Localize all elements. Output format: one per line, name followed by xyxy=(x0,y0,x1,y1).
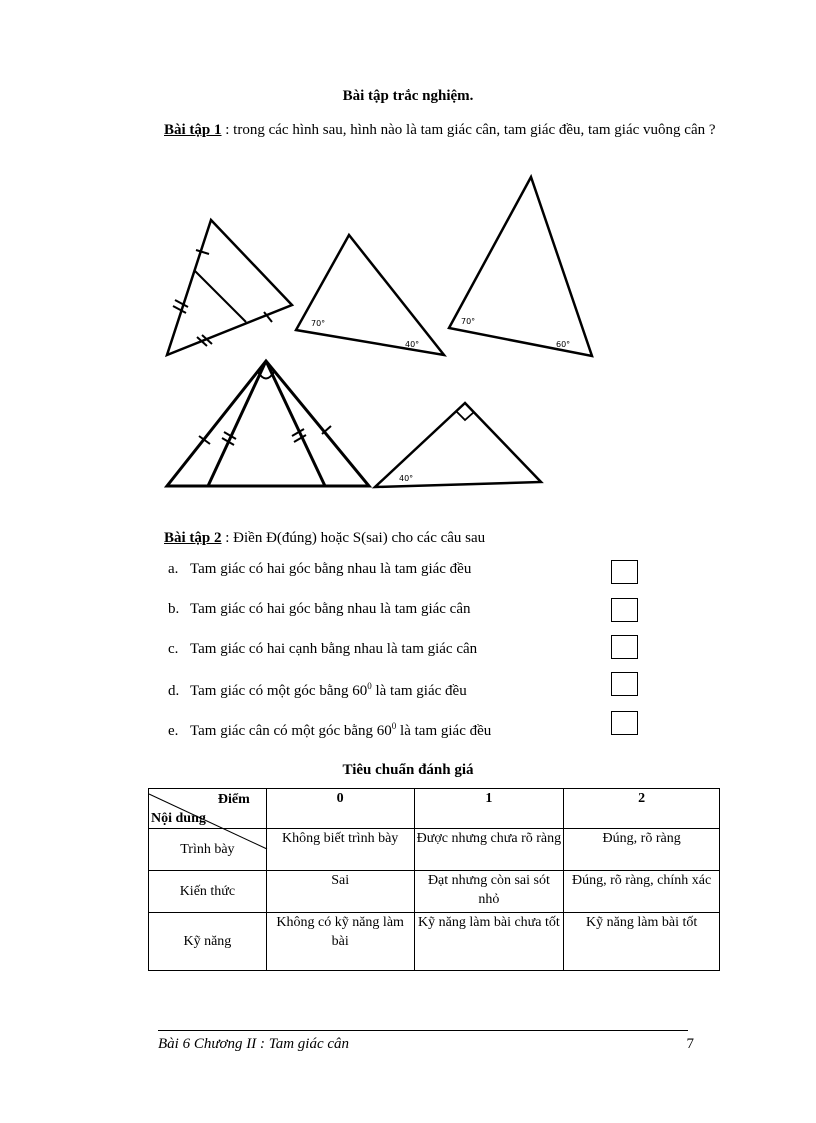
angle-label-t3-b: 60° xyxy=(556,340,571,349)
criteria-header-row xyxy=(149,789,720,829)
row-label: Trình bày xyxy=(149,829,267,871)
exercise-1-label: Bài tập 1 xyxy=(164,122,222,138)
table-cell: Kỹ năng làm bài chưa tốt xyxy=(414,913,564,971)
footer-text: Bài 6 Chương II : Tam giác cân xyxy=(158,1036,350,1052)
page-title: Bài tập trắc nghiệm. xyxy=(342,88,474,104)
page-footer xyxy=(158,1036,694,1053)
exercise-2-prompt xyxy=(164,530,485,547)
table-row xyxy=(149,913,720,971)
header-content: Nội dung xyxy=(151,811,206,826)
row-label: Kiến thức xyxy=(149,871,267,913)
statement-c: c. Tam giác có hai cạnh bằng nhau là tam giác cân xyxy=(168,641,478,657)
table-cell: Đúng, rõ ràng xyxy=(564,829,720,871)
exercise-2-label: Bài tập 2 xyxy=(164,530,222,546)
table-cell: Sai xyxy=(266,871,414,913)
header-score-0: 0 xyxy=(266,789,414,829)
answer-box-d[interactable] xyxy=(611,672,638,696)
statement-b: b. Tam giác có hai góc bằng nhau là tam giác cân xyxy=(168,601,471,617)
table-cell: Không biết trình bày xyxy=(266,829,414,871)
answer-box-a[interactable] xyxy=(611,560,638,584)
triangle-1-median-marks xyxy=(167,220,292,355)
header-score-1: 1 xyxy=(414,789,564,829)
table-cell: Được nhưng chưa rõ ràng xyxy=(414,829,564,871)
footer-divider xyxy=(158,1030,688,1031)
angle-label-t2-b: 40° xyxy=(405,340,420,349)
angle-label-t2-a: 70° xyxy=(311,319,326,328)
statement-a: a. Tam giác có hai góc bằng nhau là tam giác đều xyxy=(168,561,472,577)
answer-box-b[interactable] xyxy=(611,598,638,622)
header-score-2: 2 xyxy=(564,789,720,829)
table-cell: Kỹ năng làm bài tốt xyxy=(564,913,720,971)
diagonal-header-cell xyxy=(149,789,267,829)
row-label: Kỹ năng xyxy=(149,913,267,971)
table-cell: Không có kỹ năng làm bài xyxy=(266,913,414,971)
triangle-3-angles-70-60 xyxy=(449,177,592,356)
table-cell: Đạt nhưng còn sai sót nhỏ xyxy=(414,871,564,913)
angle-label-t5-a: 40° xyxy=(399,474,414,483)
header-score: Điểm xyxy=(217,792,250,807)
criteria-table xyxy=(148,788,720,971)
page-number: 7 xyxy=(686,1036,694,1052)
triangle-4-isosceles-with-cevians xyxy=(167,361,369,486)
table-row xyxy=(149,871,720,913)
angle-label-t3-a: 70° xyxy=(461,317,476,326)
answer-box-e[interactable] xyxy=(611,711,638,735)
triangle-2-angles-70-40 xyxy=(296,235,444,355)
criteria-title: Tiêu chuẩn đánh giá xyxy=(342,762,474,778)
statement-e: e. Tam giác cân có một góc bằng $60^0$ là tam giác đều xyxy=(168,721,492,739)
triangle-figures xyxy=(0,0,816,500)
exercise-1-text: : trong các hình sau, hình nào là tam giác cân, tam giác đều, tam giác vuông cân ? xyxy=(221,122,716,138)
statement-d: d. Tam giác có một góc bằng $60^0$ là tam giác đều xyxy=(168,681,467,699)
answer-box-c[interactable] xyxy=(611,635,638,659)
table-cell: Đúng, rõ ràng, chính xác xyxy=(564,871,720,913)
exercise-2-text: : Điền Đ(đúng) hoặc S(sai) cho các câu sau xyxy=(221,530,486,546)
